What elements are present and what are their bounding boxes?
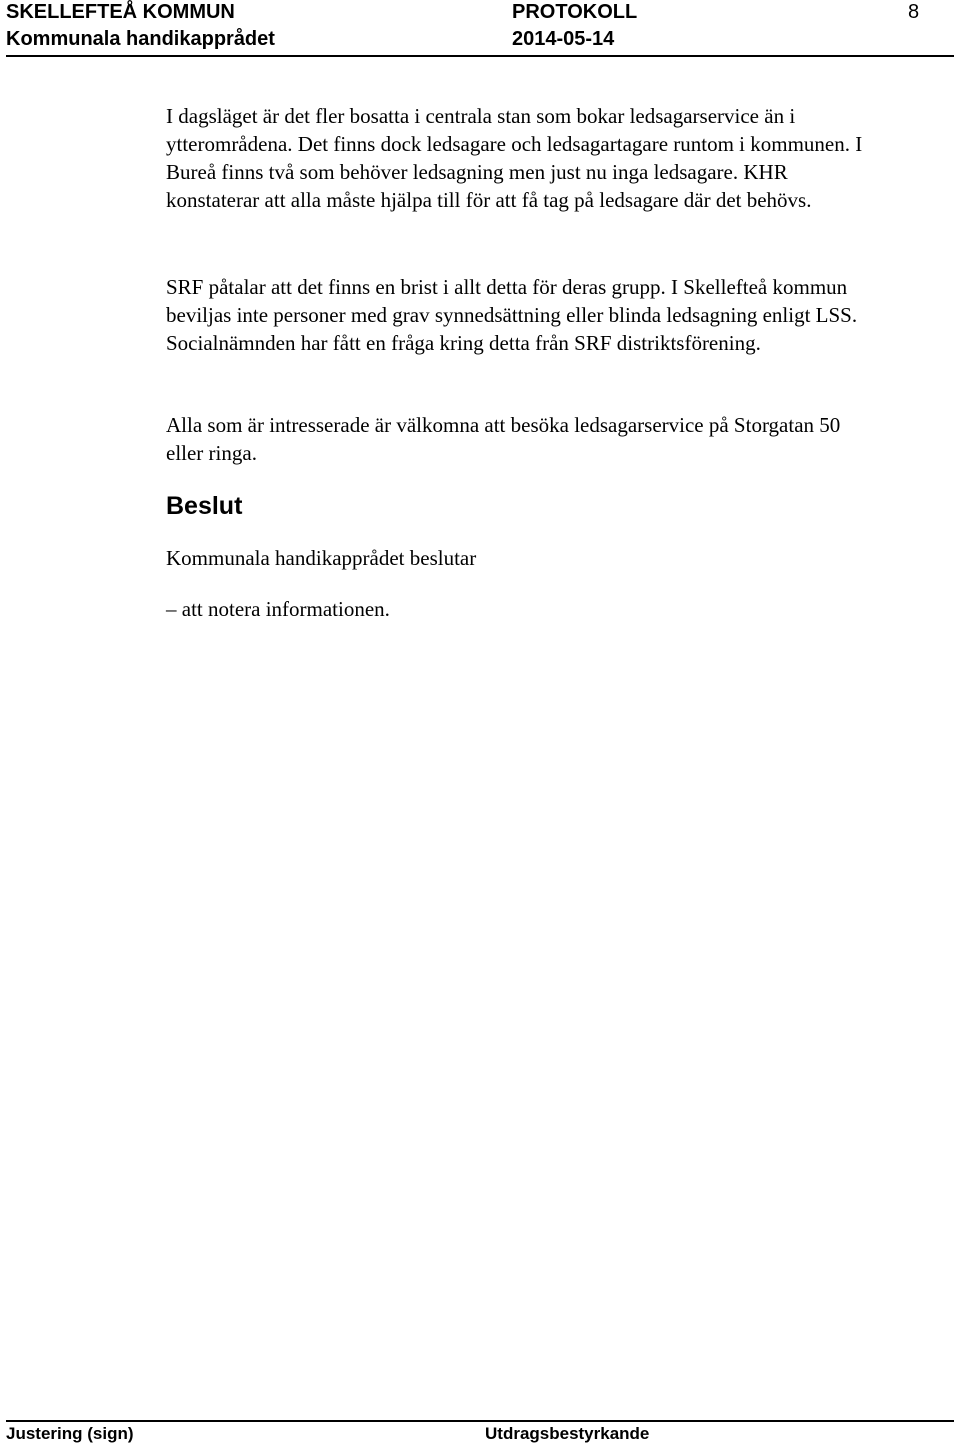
- body-paragraph-3: [166, 411, 866, 467]
- decision-intro: Kommunala handikapprådet beslutar: [166, 546, 477, 570]
- organization-name: SKELLEFTEÅ KOMMUN: [6, 1, 235, 23]
- extract-certification-label: Utdragsbestyrkande: [485, 1424, 650, 1443]
- paragraph-text: I dagsläget är det fler bosatta i centrala stan som bokar ledsagarservice än i ytterområdena. Det finns dock ledsagare och ledsagartagare runtom i kommunen. I Bureå finns två som behöver ledsagning men just nu inga ledsagare. KHR konstaterar att alla måste hjälpa till för att få tag på ledsagare där det behövs.: [166, 104, 863, 212]
- decision-heading: Beslut: [166, 492, 243, 520]
- footer-divider: [6, 1420, 954, 1422]
- header-divider: [6, 55, 954, 57]
- paragraph-text: Alla som är intresserade är välkomna att besöka ledsagarservice på Storgatan 50 eller ringa.: [166, 413, 841, 465]
- page-number: 8: [908, 1, 920, 23]
- document-type: PROTOKOLL: [512, 1, 638, 23]
- committee-name: Kommunala handikapprådet: [6, 28, 275, 50]
- paragraph-text: SRF påtalar att det finns en brist i allt detta för deras grupp. I Skellefteå kommun beviljas inte personer med grav synnedsättning eller blinda ledsagning enligt LSS. Socialnämnden har fått en fråga kring detta från SRF distriktsförening.: [166, 275, 858, 355]
- body-paragraph-1: [166, 102, 866, 214]
- decision-item: – att notera informationen.: [166, 597, 390, 621]
- document-date: 2014-05-14: [512, 28, 615, 50]
- signature-label: Justering (sign): [6, 1424, 134, 1443]
- body-paragraph-2: [166, 273, 866, 357]
